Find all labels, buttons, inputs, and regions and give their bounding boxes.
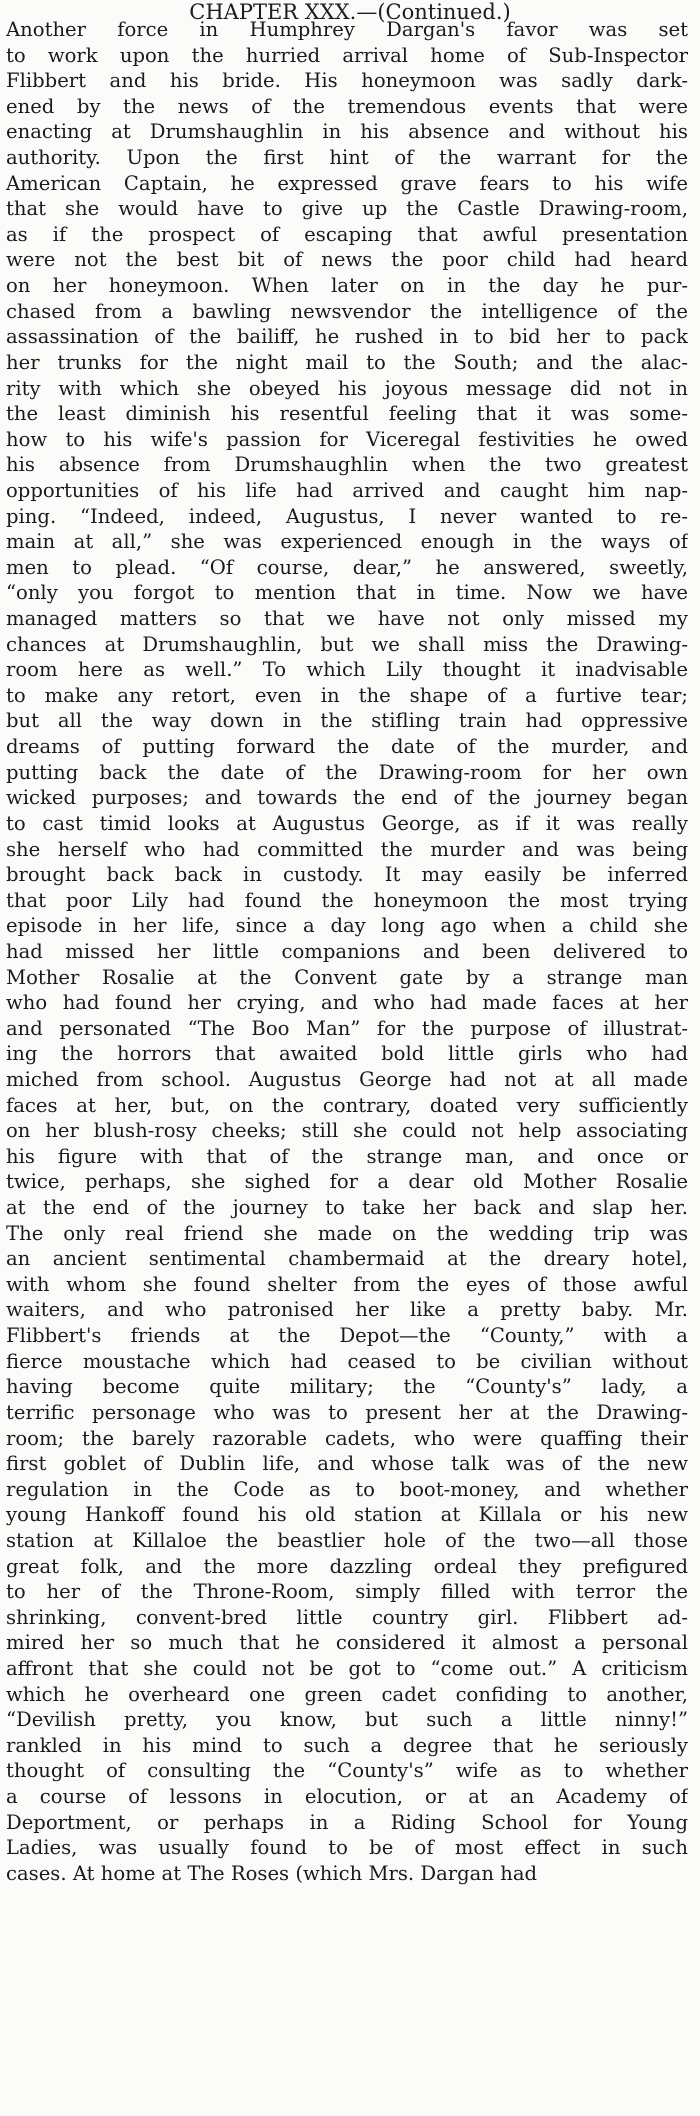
- text-line: waiters, and who patronised her like a pretty baby. Mr.: [6, 1298, 688, 1322]
- text-line: authority. Upon the first hint of the warrant for the: [6, 146, 688, 170]
- text-line: “Devilish pretty, you know, but such a little ninny!”: [6, 1708, 688, 1732]
- text-line: she herself who had committed the murder and was being: [6, 837, 688, 861]
- text-line: that she would have to give up the Castle Drawing-room,: [6, 197, 688, 221]
- text-line: managed matters so that we have not only missed my: [6, 607, 688, 631]
- text-line: were not the best bit of news the poor child had heard: [6, 248, 688, 272]
- text-line: The only real friend she made on the wedding trip was: [6, 1221, 688, 1245]
- text-line: enacting at Drumshaughlin in his absence and without his: [6, 120, 688, 144]
- text-line: that poor Lily had found the honeymoon the most trying: [6, 888, 688, 912]
- text-line: with whom she found shelter from the eyes of those awful: [6, 1272, 688, 1296]
- text-line: rity with which she obeyed his joyous message did not in: [6, 376, 688, 400]
- text-line: on her blush-rosy cheeks; still she could not help associating: [6, 1119, 688, 1143]
- text-line: terrific personage who was to present her at the Drawing-: [6, 1400, 688, 1424]
- text-line: mired her so much that he considered it almost a personal: [6, 1631, 688, 1655]
- text-line: chances at Drumshaughlin, but we shall miss the Drawing-: [6, 632, 688, 656]
- text-line: ened by the news of the tremendous events that were: [6, 94, 688, 118]
- text-line: brought back back in custody. It may easily be inferred: [6, 863, 688, 887]
- text-line: first goblet of Dublin life, and whose talk was of the new: [6, 1452, 688, 1476]
- text-line: rankled in his mind to such a degree that he seriously: [6, 1733, 688, 1757]
- text-line: to cast timid looks at Augustus George, as if it was really: [6, 811, 688, 835]
- text-column: [6, 17, 688, 1886]
- text-line: affront that she could not be got to “come out.” A criticism: [6, 1657, 688, 1680]
- text-line: putting back the date of the Drawing-room for her own: [6, 760, 688, 784]
- text-line: but all the way down in the stifling train had oppressive: [6, 709, 688, 733]
- text-line: at the end of the journey to take her back and slap her.: [6, 1196, 688, 1220]
- text-line: fierce moustache which had ceased to be civilian without: [6, 1349, 688, 1373]
- text-line: the least diminish his resentful feeling that it was some-: [6, 402, 688, 426]
- text-line: which he overheard one green cadet confiding to another,: [6, 1682, 688, 1706]
- text-line: twice, perhaps, she sighed for a dear old Mother Rosalie: [6, 1170, 688, 1194]
- text-line: a course of lessons in elocution, or at an Academy of: [6, 1785, 688, 1809]
- text-line: thought of consulting the “County's” wife as to whether: [6, 1759, 688, 1783]
- text-line: assassination of the bailiff, he rushed in to bid her to pack: [6, 325, 688, 349]
- text-line: shrinking, convent-bred little country girl. Flibbert ad-: [6, 1605, 688, 1629]
- text-line: room here as well.” To which Lily thought it inadvisable: [6, 658, 688, 682]
- text-line: to her of the Throne-Room, simply filled with terror the: [6, 1580, 688, 1604]
- text-line: “only you forgot to mention that in time. Now we have: [6, 581, 688, 605]
- text-line: to work upon the hurried arrival home of Sub-Inspector: [6, 43, 688, 67]
- text-line: main at all,” she was experienced enough in the ways of: [6, 530, 688, 554]
- text-line: ing the horrors that awaited bold little girls who had: [6, 1042, 688, 1066]
- text-line: dreams of putting forward the date of the murder, and: [6, 735, 688, 759]
- text-line: Flibbert and his bride. His honeymoon was sadly dark-: [6, 69, 688, 93]
- text-line: great folk, and the more dazzling ordeal they prefigured: [6, 1554, 688, 1578]
- text-line: an ancient sentimental chambermaid at the dreary hotel,: [6, 1247, 688, 1271]
- text-line: how to his wife's passion for Viceregal festivities he owed: [6, 427, 688, 451]
- text-line: regulation in the Code as to boot-money, and whether: [6, 1477, 688, 1501]
- text-line: had missed her little companions and been delivered to: [6, 939, 688, 963]
- text-line: Flibbert's friends at the Depot—the “County,” with a: [6, 1324, 688, 1348]
- text-line: cases. At home at The Roses (which Mrs. Dargan had: [6, 1861, 538, 1885]
- text-line: Another force in Humphrey Dargan's favor was set: [6, 18, 688, 41]
- text-line: faces at her, but, on the contrary, doated very sufficiently: [6, 1093, 688, 1117]
- text-line: to make any retort, even in the shape of a furtive tear;: [6, 683, 688, 707]
- text-line: Ladies, was usually found to be of most effect in such: [6, 1836, 688, 1860]
- text-line: Deportment, or perhaps in a Riding School for Young: [6, 1810, 688, 1834]
- text-line: episode in her life, since a day long ago when a child she: [6, 914, 688, 938]
- text-line: men to plead. “Of course, dear,” he answered, sweetly,: [6, 555, 688, 579]
- text-line: ping. “Indeed, indeed, Augustus, I never wanted to re-: [6, 504, 688, 528]
- text-line: and personated “The Boo Man” for the purpose of illustrat-: [6, 1016, 688, 1040]
- text-line: station at Killaloe the beastlier hole of the two—all those: [6, 1528, 688, 1552]
- text-line: who had found her crying, and who had made faces at her: [6, 991, 688, 1015]
- chapter-heading: CHAPTER XXX.—(Continued.): [189, 0, 511, 24]
- text-line: room; the barely razorable cadets, who were quaffing their: [6, 1426, 688, 1450]
- text-line: having become quite military; the “County's” lady, a: [6, 1375, 688, 1399]
- text-line: on her honeymoon. When later on in the day he pur-: [6, 274, 688, 298]
- text-line: as if the prospect of escaping that awful presentation: [6, 222, 688, 246]
- text-line: American Captain, he expressed grave fears to his wife: [6, 171, 688, 195]
- text-line: his absence from Drumshaughlin when the two greatest: [6, 453, 688, 477]
- text-line: her trunks for the night mail to the South; and the alac-: [6, 350, 688, 374]
- text-line: chased from a bawling newsvendor the intelligence of the: [6, 299, 688, 323]
- text-line: Mother Rosalie at the Convent gate by a strange man: [6, 965, 688, 989]
- text-line: young Hankoff found his old station at Killala or his new: [6, 1503, 688, 1527]
- text-line: miched from school. Augustus George had not at all made: [6, 1067, 688, 1091]
- text-line: wicked purposes; and towards the end of the journey began: [6, 786, 688, 810]
- text-line: opportunities of his life had arrived and caught him nap-: [6, 478, 688, 502]
- text-line: his figure with that of the strange man, and once or: [6, 1144, 688, 1168]
